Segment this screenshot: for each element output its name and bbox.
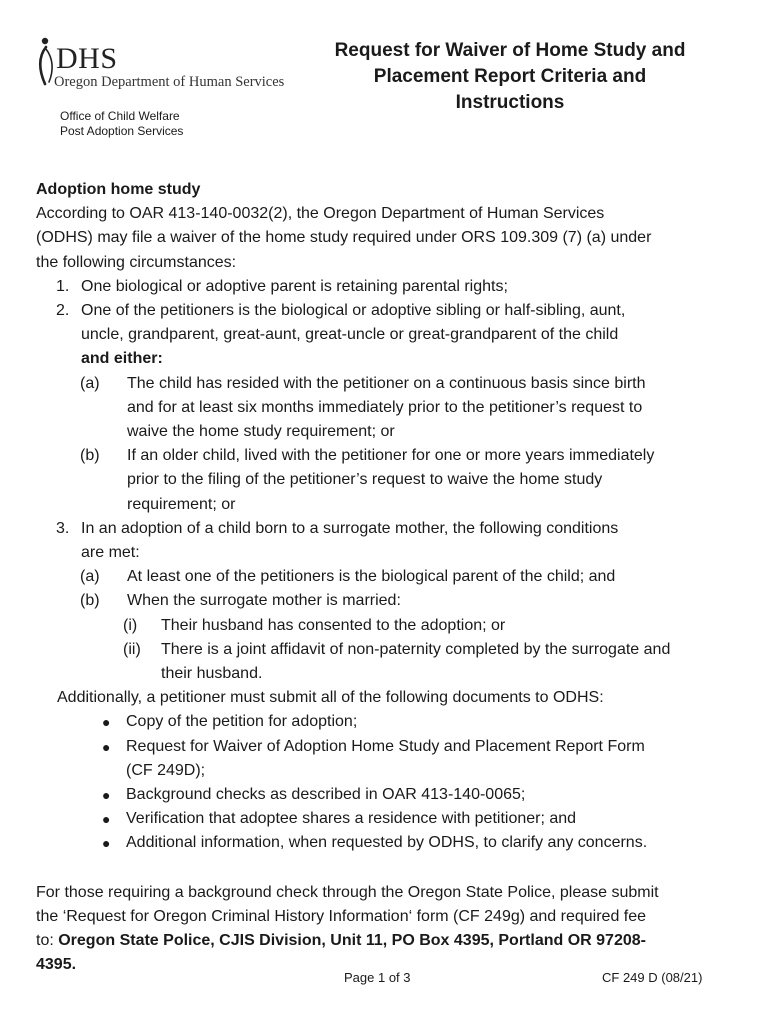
sub-item-text: requirement; or [127,495,236,513]
additionally-text: Additionally, a petitioner must submit all of the following documents to ODHS: [57,689,604,707]
list-number: 2. [56,302,70,320]
sub-sub-item-text: their husband. [161,665,263,683]
police-text-line: the ‘Request for Oregon Criminal History Information‘ form (CF 249g) and required fee [36,907,647,925]
title-line: Instructions [455,92,565,113]
police-text-line: For those requiring a background check through the Oregon State Police, please submit [36,883,659,901]
bullet-icon: ● [102,714,111,731]
sub-sub-item-label: (i) [123,616,138,634]
bullet-item [36,735,746,759]
list-item-2 [36,299,746,323]
intro-line: According to OAR 413-140-0032(2), the Oregon Department of Human Services [36,205,605,223]
sub-item-text: and for at least six months immediately prior to the petitioner’s request to [127,398,643,416]
sub-sub-item-text: Their husband has consented to the adoption; or [161,616,506,634]
bullet-item [36,807,746,831]
office-line: Post Adoption Services [60,124,184,138]
bullet-icon: ● [102,738,111,755]
odhs-logo [36,36,296,96]
list-number: 3. [56,519,70,537]
bullet-text: Additional information, when requested by ODHS, to clarify any concerns. [126,834,648,852]
bullet-icon: ● [102,835,111,852]
bullet-icon: ● [102,787,111,804]
sub-sub-item-text: There is a joint affidavit of non-paternity completed by the surrogate and [161,640,671,658]
list-item-text: are met: [81,544,140,562]
bullet-text: Verification that adoptee shares a residence with petitioner; and [126,810,577,828]
logo-subtitle: Oregon Department of Human Services [54,74,285,90]
police-address-line [36,929,746,953]
list-item-text: One biological or adoptive parent is retaining parental rights; [81,277,508,295]
sub-item-text: At least one of the petitioners is the biological parent of the child; and [127,568,616,586]
sub-item-2a [36,372,746,396]
sub-sub-item-ii [36,638,746,662]
section-heading: Adoption home study [36,181,201,198]
sub-item-label: (b) [80,447,100,465]
bullet-text: Request for Waiver of Adoption Home Study and Placement Report Form [126,737,645,755]
bullet-icon: ● [102,811,111,828]
police-prefix: to: [36,932,59,950]
list-item-text: uncle, grandparent, great-aunt, great-uncle or great-grandparent of the child [81,326,619,344]
police-address-end: 4395. [36,956,77,974]
title-line: Placement Report Criteria and [373,66,647,87]
list-item-text: In an adoption of a child born to a surrogate mother, the following conditions [81,519,619,537]
list-number: 1. [56,277,70,295]
bullet-text: (CF 249D); [126,761,206,779]
list-item-1 [36,275,746,299]
bullet-item [36,831,746,855]
form-number: CF 249 D (08/21) [602,970,703,985]
office-info [60,109,183,139]
document-body [36,178,746,978]
sub-item-text: When the surrogate mother is married: [127,592,401,610]
police-address: Oregon State Police, CJIS Division, Unit 11, PO Box 4395, Portland OR 97208- [58,932,646,950]
intro-line: the following circumstances: [36,253,237,271]
and-either-label: and either: [81,350,163,368]
sub-item-3a [36,565,746,589]
bullet-item [36,783,746,807]
sub-item-text: prior to the filing of the petitioner’s request to waive the home study [127,471,603,489]
office-line: Office of Child Welfare [60,109,180,123]
logo-wordmark: DHS [56,42,118,75]
sub-item-3b [36,589,746,613]
title-line: Request for Waiver of Home Study and [334,40,686,61]
list-item-text: One of the petitioners is the biological or adoptive sibling or half-sibling, aunt, [81,302,626,320]
sub-item-2b [36,444,746,468]
document-title [300,38,720,116]
list-item-3 [36,517,746,541]
sub-item-label: (a) [80,374,100,392]
page-number: Page 1 of 3 [344,970,411,985]
sub-item-label: (b) [80,592,100,610]
sub-item-text: If an older child, lived with the petitioner for one or more years immediately [127,447,655,465]
sub-item-label: (a) [80,568,100,586]
sub-sub-item-label: (ii) [123,640,141,658]
sub-item-text: waive the home study requirement; or [127,423,395,441]
bullet-item [36,710,746,734]
paragraph-spacer [36,856,746,881]
sub-sub-item-i [36,614,746,638]
bullet-text: Background checks as described in OAR 413-140-0065; [126,786,526,804]
intro-line: (ODHS) may file a waiver of the home study required under ORS 109.309 (7) (a) under [36,229,652,247]
bullet-text: Copy of the petition for adoption; [126,713,358,731]
sub-item-text: The child has resided with the petitioner on a continuous basis since birth [127,374,646,392]
